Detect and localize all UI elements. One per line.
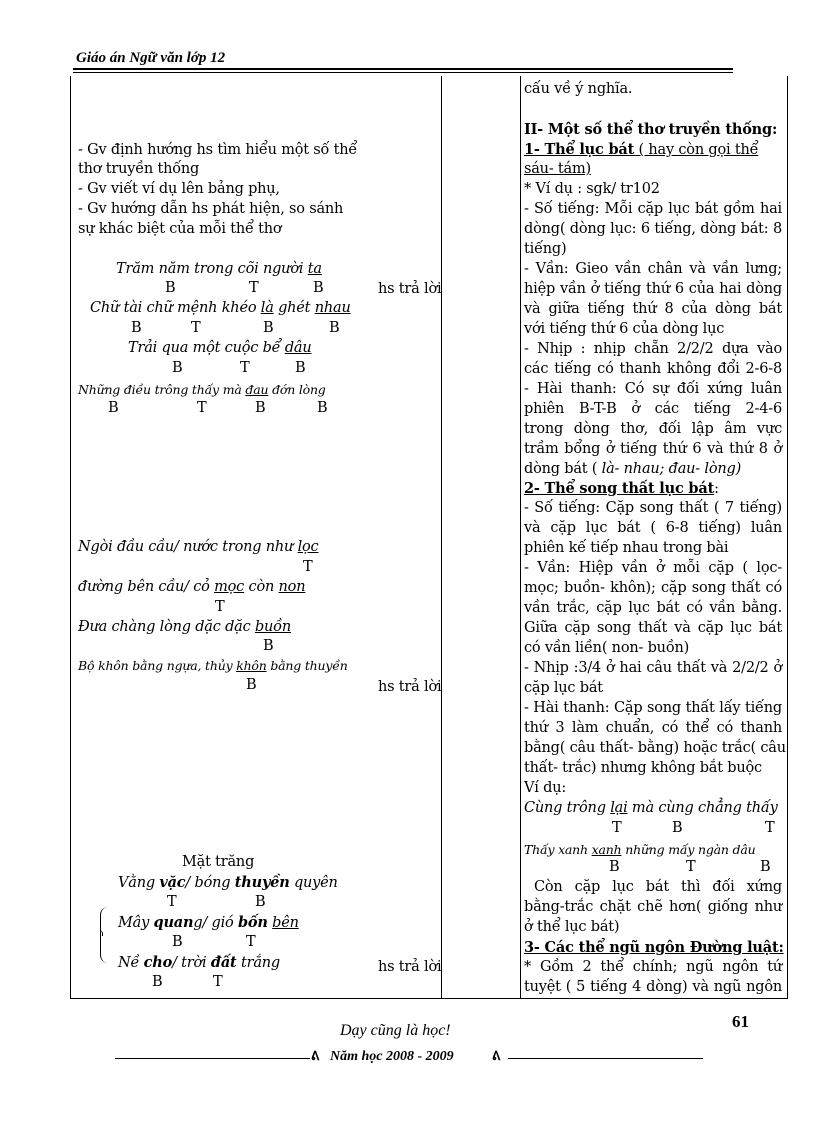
text-line: - Hài thanh: Có sự đối xứng luân [524,381,782,397]
ornament-icon: ᕕ [492,1049,501,1063]
student-answer: hs trả lời [378,281,442,297]
page-number: 61 [732,1012,749,1031]
intro-line: thơ truyền thống [78,161,200,177]
intro-line: - Gv viết ví dụ lên bảng phụ, [78,181,280,197]
poem2-line2: đường bên cầu/ cỏ mọc còn non [78,579,306,595]
text-line: - Số tiếng: Mỗi cặp lục bát gồm hai [524,201,782,217]
text-line: với tiếng thứ 6 của dòng lục [524,321,725,337]
text-line: mọc; buồn- khôn); cặp song thất có [524,580,782,596]
header-rule-thin [73,72,733,73]
text-line: Ví dụ: [524,780,567,796]
text-line: trong dòng thơ, đối lập âm vực [524,421,782,437]
poem2-marks4: B [246,677,257,693]
subsection-heading-cont: sáu- tám) [524,161,592,177]
text-line: thứ 3 làm chuẩn, có thể có thanh [524,720,782,736]
text-line: trầm bổng ở tiếng thứ 6 và thứ 8 ở [524,441,782,457]
poem2-marks3: B [263,638,274,654]
example-line2: Thấy xanh xanh những mấy ngàn dâu [524,842,756,857]
text-line: dòng( dòng lục: 6 tiếng, dòng bát: 8 [524,221,782,237]
text-line: thất- trắc) nhưng không bắt buộc [524,760,762,776]
intro-line: - Gv hướng dẫn hs phát hiện, so sánh [78,201,344,217]
footer-year: Năm học 2008 - 2009 [330,1049,454,1064]
poem2-line3: Đưa chàng lòng dặc dặc buồn [78,619,291,635]
footer-rule-right [508,1058,703,1059]
column-divider-2 [520,76,521,998]
text-line: vần trắc, cặp lục bát có vần bằng. [524,600,782,616]
text-line: - Nhịp : nhịp chẵn 2/2/2 dựa vào [524,341,782,357]
text-line: tiếng) [524,241,567,257]
subsection-heading: 1- Thể lục bát ( hay còn gọi thể [524,141,759,158]
text-line: các tiếng có thanh không đổi 2-6-8 [524,361,782,377]
subsection-heading: 2- Thể song thất lục bát: [524,480,719,497]
text-line: có vần liền( non- buồn) [524,640,690,656]
text-line: cặp lục bát [524,680,603,696]
student-answer: hs trả lời [378,679,442,695]
text-line: - Nhịp :3/4 ở hai câu thất và 2/2/2 ở [524,660,782,676]
poem3-line1: Vằng vặc/ bóng thuyền quyên [118,874,338,891]
column-divider-1 [441,76,442,998]
text-line: hiệp vần ở tiếng thứ 6 của hai dòng [524,281,782,297]
text-line: - Vần: Hiệp vần ở mỗi cặp ( lọc- [524,560,782,576]
brace-point [97,930,103,936]
footer-rule-left [115,1058,310,1059]
poem1-line2: Chữ tài chữ mệnh khéo là ghét nhau [90,300,351,316]
text-line: phiên B-T-B ở các tiếng 2-4-6 [524,401,782,417]
text-line: * Gồm 2 thể chính; ngũ ngôn tứ [524,959,782,975]
section-heading: II- Một số thể thơ truyền thống: [524,121,778,138]
poem2-line4: Bộ khôn bằng ngựa, thủy khôn bằng thuyền [78,658,348,673]
intro-line: - Gv định hướng hs tìm hiểu một số thể [78,142,358,158]
poem2-marks1: T [303,559,313,575]
example-line1: Cùng trông lại mà cùng chẳng thấy [524,800,778,816]
student-answer: hs trả lời [378,959,442,975]
page-header: Giáo án Ngữ văn lớp 12 [76,50,226,66]
text-line: phiên kế tiếp nhau trong bài [524,540,729,556]
poem1-line1: Trăm năm trong cõi người ta [116,261,322,277]
text-line: - Vần: Gieo vần chân và vần lưng; [524,261,782,277]
text-line: và giữa tiếng thứ 8 của dòng bát [524,301,782,317]
text-line: - Số tiếng: Cặp song thất ( 7 tiếng) [524,500,782,516]
text-line: tuyệt ( 5 tiếng 4 dòng) và ngũ ngôn [524,979,782,995]
text-line: dòng bát ( là- nhau; đau- lòng) [524,461,742,477]
poem2-line1: Ngòi đầu cầu/ nước trong như lọc [78,539,319,555]
footer-motto: Dạy cũng là học! [340,1022,451,1039]
text-line: và cặp lục bát ( 6-8 tiếng) luân [524,520,782,536]
text-line: Giữa cặp song thất và cặp lục bát [524,620,782,636]
ornament-icon: ᕕ [311,1049,320,1063]
poem3-title: Mặt trăng [182,854,255,870]
text-line: ở thể lục bát) [524,919,620,935]
text-line: bằng-trắc chặt chẽ hơn( giống như [524,899,782,915]
text-line: Còn cặp lục bát thì đối xứng [534,879,782,895]
poem1-line4: Những điều trông thấy mà đau đớn lòng [78,382,326,397]
text-line: cấu về ý nghĩa. [524,81,633,97]
poem2-marks2: T [215,599,225,615]
poem1-line3: Trải qua một cuộc bể dâu [128,340,312,356]
intro-line: sự khác biệt của mỗi thể thơ [78,221,282,237]
subsection-heading: 3- Các thể ngũ ngôn Đường luật: [524,939,784,956]
poem3-line2: Mây quang/ gió bốn bên [118,914,299,931]
poem3-line3: Nề cho/ trời đất trắng [118,954,280,971]
header-rule-thick [73,68,733,70]
text-line: - Hài thanh: Cặp song thất lấy tiếng [524,700,782,716]
text-line: * Ví dụ : sgk/ tr102 [524,181,660,197]
text-line: bằng( câu thất- bằng) hoặc trắc( câu [524,740,786,756]
